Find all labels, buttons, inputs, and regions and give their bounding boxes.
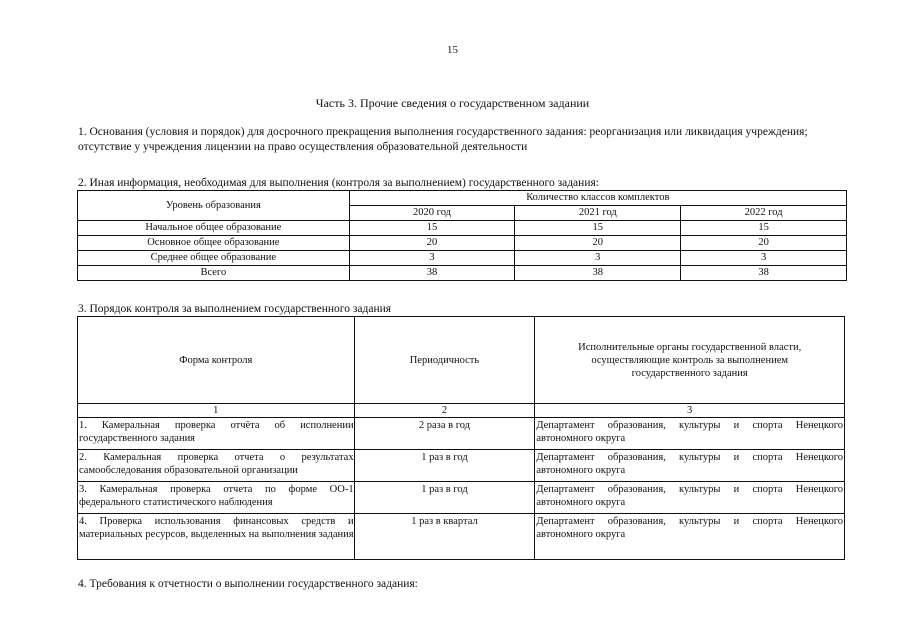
level-column-header: Уровень образования [78,191,350,221]
value-cell: 38 [349,266,515,281]
part-title: Часть 3. Прочие сведения о государственном задании [315,96,590,110]
periodicity-cell: 1 раз в год [354,450,535,482]
section-2-title: 2. Иная информация, необходимая для выполнения (контроля за выполнением) государственного задания: [78,177,599,189]
level-cell: Среднее общее образование [78,251,350,266]
control-form-cell: 1. Камеральная проверка отчёта об исполнении государственного задания [78,418,355,450]
periodicity-cell: 1 раз в квартал [354,514,535,560]
value-cell: 15 [349,221,515,236]
column-number: 1 [78,404,355,418]
year-header: 2020 год [349,206,515,221]
value-cell: 3 [681,251,847,266]
section-1-text: 1. Основания (условия и порядок) для досрочного прекращения выполнения государственного задания: реорганизация или ликвидация учреждения; отсутствие у учреждения лицензии на право осуществления образовательной деятельности [78,126,808,153]
value-cell: 3 [349,251,515,266]
value-cell: 15 [681,221,847,236]
authority-header: Исполнительные органы государственной власти, осуществляющие контроль за выполнением государственного задания [535,317,845,404]
value-cell: 20 [515,236,681,251]
table-row [78,450,845,482]
authority-cell: Департамент образования, культуры и спорта Ненецкого автономного округа [535,514,845,560]
authority-cell: Департамент образования, культуры и спорта Ненецкого автономного округа [535,418,845,450]
table-row [78,221,847,236]
value-cell: 20 [681,236,847,251]
year-header: 2022 год [681,206,847,221]
value-cell: 20 [349,236,515,251]
control-form-header: Форма контроля [78,317,355,404]
table-row [78,251,847,266]
table-row-total [78,266,847,281]
year-header: 2021 год [515,206,681,221]
table-row [78,514,845,560]
table-row [78,236,847,251]
authority-cell: Департамент образования, культуры и спорта Ненецкого автономного округа [535,450,845,482]
column-number: 3 [535,404,845,418]
control-procedure-table [77,316,845,560]
table-row [78,482,845,514]
class-count-table [77,190,847,281]
section-4-title: 4. Требования к отчетности о выполнении государственного задания: [78,578,418,590]
level-cell: Всего [78,266,350,281]
level-cell: Основное общее образование [78,236,350,251]
value-cell: 38 [681,266,847,281]
control-form-cell: 4. Проверка использования финансовых средств и материальных ресурсов, выделенных на выполнения задания [78,514,355,560]
periodicity-cell: 2 раза в год [354,418,535,450]
section-3-title: 3. Порядок контроля за выполнением государственного задания [78,303,392,315]
control-form-cell: 3. Камеральная проверка отчета по форме ОО-1 федерального статистического наблюдения [78,482,355,514]
control-form-cell: 2. Камеральная проверка отчета о результатах самообследования образовательной организации [78,450,355,482]
table-row [78,418,845,450]
value-cell: 3 [515,251,681,266]
value-cell: 15 [515,221,681,236]
authority-cell: Департамент образования, культуры и спорта Ненецкого автономного округа [535,482,845,514]
level-cell: Начальное общее образование [78,221,350,236]
class-count-group-header: Количество классов комплектов [349,191,846,206]
column-number: 2 [354,404,535,418]
periodicity-cell: 1 раз в год [354,482,535,514]
value-cell: 38 [515,266,681,281]
periodicity-header: Периодичность [354,317,535,404]
page-number: 15 [447,44,458,56]
